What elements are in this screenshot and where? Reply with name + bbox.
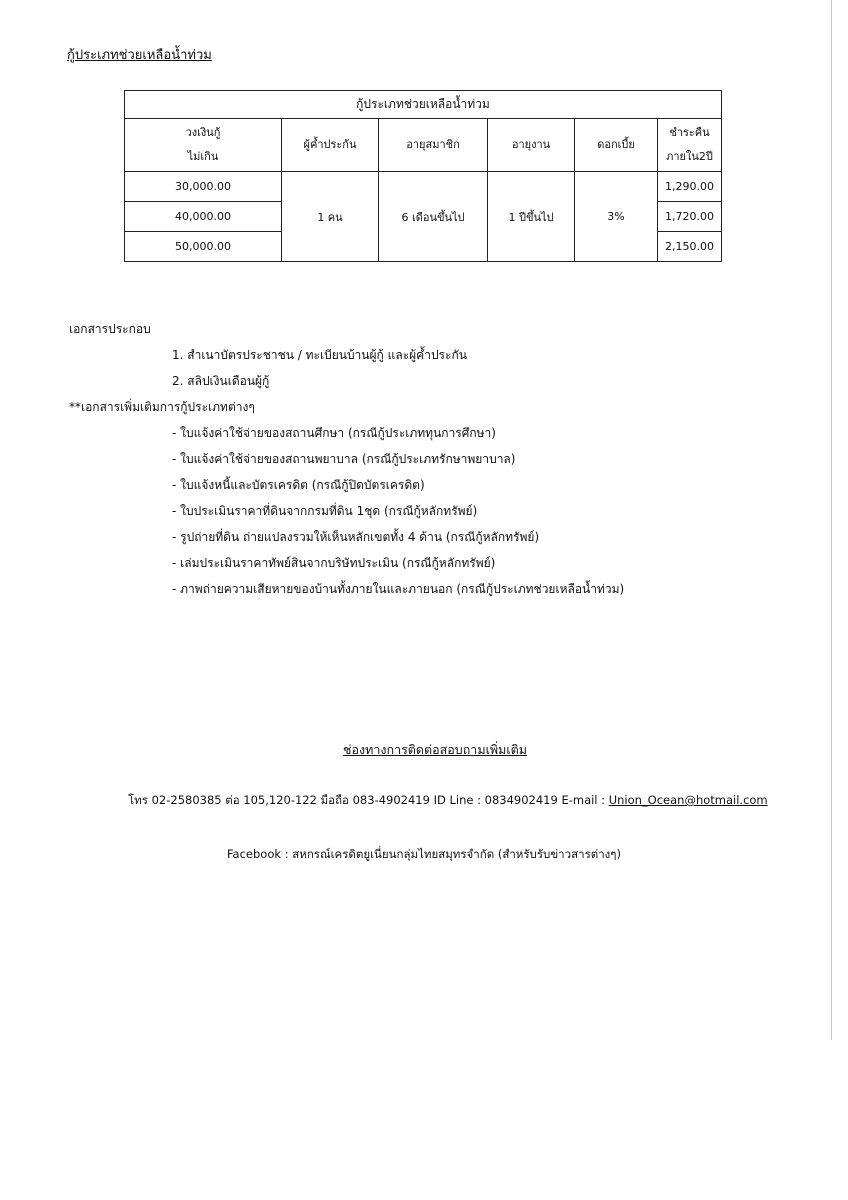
repay-cell: 1,720.00 [658, 202, 722, 232]
employment-cell: 1 ปีขึ้นไป [488, 172, 575, 262]
table-header-row [125, 119, 722, 172]
page-heading: กู้ประเภทช่วยเหลือน้ำท่วม [67, 48, 212, 63]
loan-table [124, 90, 722, 262]
membership-cell: 6 เดือนขึ้นไป [379, 172, 488, 262]
additional-document-item: - รูปถ่ายที่ดิน ถ่ายแปลงรวมให้เห็นหลักเขตทั้ง 4 ด้าน (กรณีกู้หลักทรัพย์) [172, 530, 540, 544]
amount-cell: 30,000.00 [125, 172, 282, 202]
additional-document-item: - ภาพถ่ายความเสียหายของบ้านทั้งภายในและภายนอก (กรณีกู้ประเภทช่วยเหลือน้ำท่วม) [172, 582, 625, 596]
amount-cell: 40,000.00 [125, 202, 282, 232]
repay-cell: 1,290.00 [658, 172, 722, 202]
table-row [125, 172, 722, 202]
header-repay-line1: ชำระคืน [669, 126, 710, 139]
amount-cell: 50,000.00 [125, 232, 282, 262]
contact-email-link[interactable]: Union_Ocean@hotmail.com [608, 793, 768, 807]
header-repay [658, 119, 722, 172]
scan-border-line [831, 0, 832, 1040]
header-interest: ดอกเบี้ย [575, 119, 658, 172]
additional-documents-label: **เอกสารเพิ่มเติมการกู้ประเภทต่างๆ [69, 400, 255, 414]
documents-label: เอกสารประกอบ [69, 322, 151, 336]
header-membership: อายุสมาชิก [379, 119, 488, 172]
additional-document-item: - ใบแจ้งหนี้และบัตรเครดิต (กรณีกู้ปิดบัตรเครดิต) [172, 478, 425, 492]
document-item: 2. สลิปเงินเดือนผู้กู้ [172, 374, 270, 388]
additional-document-item: - ใบประเมินราคาที่ดินจากกรมที่ดิน 1ชุด (กรณีกู้หลักทรัพย์) [172, 504, 478, 518]
contact-line [128, 792, 768, 810]
header-employment: อายุงาน [488, 119, 575, 172]
header-amount-line1: วงเงินกู้ [185, 126, 221, 139]
table-title-row [125, 91, 722, 119]
header-repay-line2: ภายใน2ปี [666, 150, 713, 163]
contact-title-text: ช่องทางการติดต่อสอบถามเพิ่มเติม [343, 742, 527, 757]
contact-title [0, 740, 848, 760]
contact-phone-line: โทร 02-2580385 ต่อ 105,120-122 มือถือ 083-4902419 ID Line : 0834902419 E-mail : [128, 793, 609, 807]
interest-cell: 3% [575, 172, 658, 262]
additional-document-item: - ใบแจ้งค่าใช้จ่ายของสถานศึกษา (กรณีกู้ประเภททุนการศึกษา) [172, 426, 496, 440]
header-guarantor: ผู้ค้ำประกัน [282, 119, 379, 172]
guarantor-cell: 1 คน [282, 172, 379, 262]
table-title: กู้ประเภทช่วยเหลือน้ำท่วม [125, 91, 722, 119]
header-amount-line2: ไม่เกิน [187, 150, 219, 163]
document-item: 1. สำเนาบัตรประชาชน / ทะเบียนบ้านผู้กู้ และผู้ค้ำประกัน [172, 348, 467, 362]
additional-document-item: - เล่มประเมินราคาทัพย์สินจากบริษัทประเมิน (กรณีกู้หลักทรัพย์) [172, 556, 496, 570]
facebook-line: Facebook : สหกรณ์เครดิตยูเนี่ยนกลุ่มไทยสมุทรจำกัด (สำหรับรับข่าวสารต่างๆ) [227, 847, 621, 861]
repay-cell: 2,150.00 [658, 232, 722, 262]
header-amount [125, 119, 282, 172]
additional-document-item: - ใบแจ้งค่าใช้จ่ายของสถานพยาบาล (กรณีกู้ประเภทรักษาพยาบาล) [172, 452, 516, 466]
